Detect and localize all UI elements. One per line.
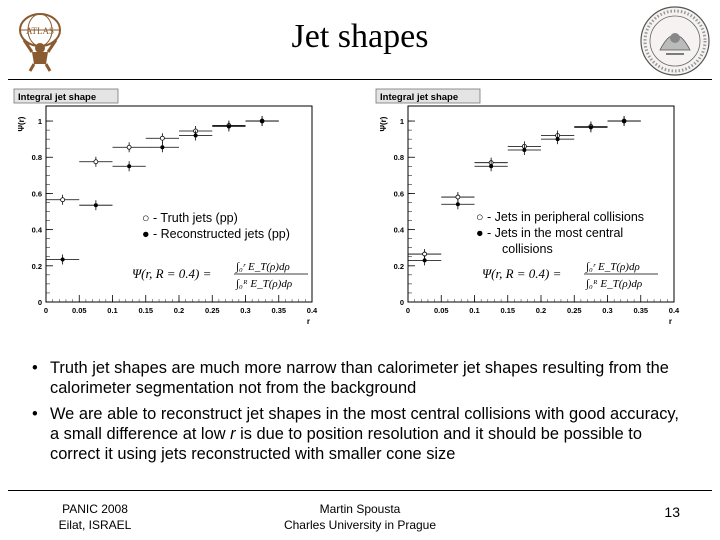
x-tick-label: 0.05 — [433, 306, 449, 315]
header-rule — [8, 79, 712, 80]
y-tick-label: 1 — [37, 117, 42, 127]
x-axis-label: r — [306, 317, 310, 326]
bullet-item-1 — [30, 358, 690, 398]
formula — [482, 261, 658, 290]
data-point-open — [456, 195, 460, 199]
data-point-filled — [556, 137, 560, 141]
data-point-filled — [589, 125, 593, 129]
x-tick-label: 0.3 — [240, 306, 251, 315]
x-tick-label: 0.15 — [138, 306, 154, 315]
data-point-open — [94, 160, 98, 164]
legend-entry: ○ - Truth jets (pp) — [142, 211, 238, 225]
x-tick-label: 0.25 — [566, 306, 582, 315]
data-point-filled — [94, 203, 98, 207]
x-tick-label: 0.05 — [71, 306, 87, 315]
plot-title: Integral jet shape — [18, 92, 97, 103]
footer-author-affiliation: Charles University in Prague — [283, 518, 437, 532]
atlas-logo-text: ATLAS — [25, 26, 55, 36]
slide-title: Jet shapes — [291, 18, 429, 55]
bullet-dot-icon: • — [32, 405, 38, 423]
data-point-filled — [260, 119, 264, 123]
data-point-open — [160, 136, 164, 140]
footer-rule — [8, 490, 712, 491]
legend-entry: collisions — [502, 242, 553, 256]
y-tick-label: 0.2 — [31, 261, 42, 271]
x-tick-label: 0.35 — [633, 306, 649, 315]
y-tick-label: 0.4 — [31, 225, 42, 235]
footer-conference-name: PANIC 2008 — [62, 502, 128, 516]
formula-denominator: ∫₀ᴿ E_T(ρ)dρ — [586, 278, 643, 290]
footer-conference — [20, 501, 170, 533]
y-tick-label: 0.8 — [31, 153, 42, 163]
x-tick-label: 0.25 — [204, 306, 220, 315]
bullet-dot-icon: • — [32, 359, 38, 377]
formula-lhs: Ψ(r, R = 0.4) = — [482, 266, 562, 281]
y-axis-label: Ψ(r) — [379, 116, 388, 132]
bullet-text-2-r: r — [230, 425, 236, 443]
x-tick-label: 0.35 — [271, 306, 287, 315]
x-tick-label: 0.15 — [500, 306, 516, 315]
page-number: 13 — [664, 504, 680, 520]
x-tick-label: 0.3 — [602, 306, 613, 315]
data-point-filled — [61, 257, 65, 261]
x-tick-label: 0.1 — [469, 306, 480, 315]
jet-shape-plot-pp — [10, 86, 340, 334]
x-tick-label: 0 — [43, 306, 49, 315]
data-point-filled — [227, 124, 231, 128]
footer-conference-place: Eilat, ISRAEL — [58, 518, 132, 532]
formula-numerator: ∫₀ʳ E_T(ρ)dρ — [236, 261, 290, 273]
data-point-filled — [127, 164, 131, 168]
university-seal-icon — [638, 4, 712, 78]
data-point-filled — [489, 164, 493, 168]
bullet-text-1: Truth jet shapes are much more narrow than calorimeter jet shapes resulting from the calorimeter segmentation not from the background — [50, 359, 669, 397]
bullet-list — [30, 358, 690, 470]
x-tick-label: 0.4 — [306, 306, 318, 315]
legend-entry: ● - Reconstructed jets (pp) — [142, 227, 290, 241]
bullet-item-2 — [30, 404, 690, 464]
data-point-filled — [194, 134, 198, 138]
y-tick-label: 0.2 — [393, 261, 404, 271]
bullet-text-2b: is due to position resolution and it should be possible to correct it using jets reconstructed with smaller cone size — [50, 425, 642, 463]
data-point-filled — [160, 145, 164, 149]
footer-author — [250, 501, 470, 533]
y-tick-label: 0.6 — [393, 189, 404, 199]
x-tick-label: 0.4 — [668, 306, 680, 315]
y-tick-label: 0.8 — [393, 153, 404, 163]
data-point-open — [61, 198, 65, 202]
bullet-text-2a: We are able to reconstruct jet shapes in the most central collisions with good accuracy, a small difference at low — [50, 405, 679, 443]
y-tick-label: 0.6 — [31, 189, 42, 199]
plot-title: Integral jet shape — [380, 92, 459, 103]
y-axis-label: Ψ(r) — [17, 116, 26, 132]
formula — [132, 261, 308, 290]
formula-numerator: ∫₀ʳ E_T(ρ)dρ — [586, 261, 640, 273]
footer-author-name: Martin Spousta — [319, 502, 401, 516]
x-tick-label: 0.2 — [173, 306, 185, 315]
y-tick-label: 1 — [399, 117, 404, 127]
legend-entry: ○ - Jets in peripheral collisions — [476, 210, 645, 224]
x-tick-label: 0 — [405, 306, 411, 315]
data-point-filled — [622, 119, 626, 123]
formula-lhs: Ψ(r, R = 0.4) = — [132, 266, 212, 281]
y-tick-label: 0 — [37, 298, 42, 307]
data-point-filled — [522, 148, 526, 152]
y-tick-label: 0.4 — [393, 225, 404, 235]
x-tick-label: 0.1 — [107, 306, 118, 315]
y-tick-label: 0 — [399, 298, 404, 307]
x-axis-label: r — [668, 317, 672, 326]
jet-shape-plot-heavy-ion — [372, 86, 702, 334]
x-tick-label: 0.2 — [535, 306, 547, 315]
data-point-open — [127, 145, 131, 149]
legend-entry: ● - Jets in the most central — [476, 226, 624, 240]
formula-denominator: ∫₀ᴿ E_T(ρ)dρ — [236, 278, 293, 290]
data-point-filled — [456, 202, 460, 206]
data-point-filled — [423, 258, 427, 262]
